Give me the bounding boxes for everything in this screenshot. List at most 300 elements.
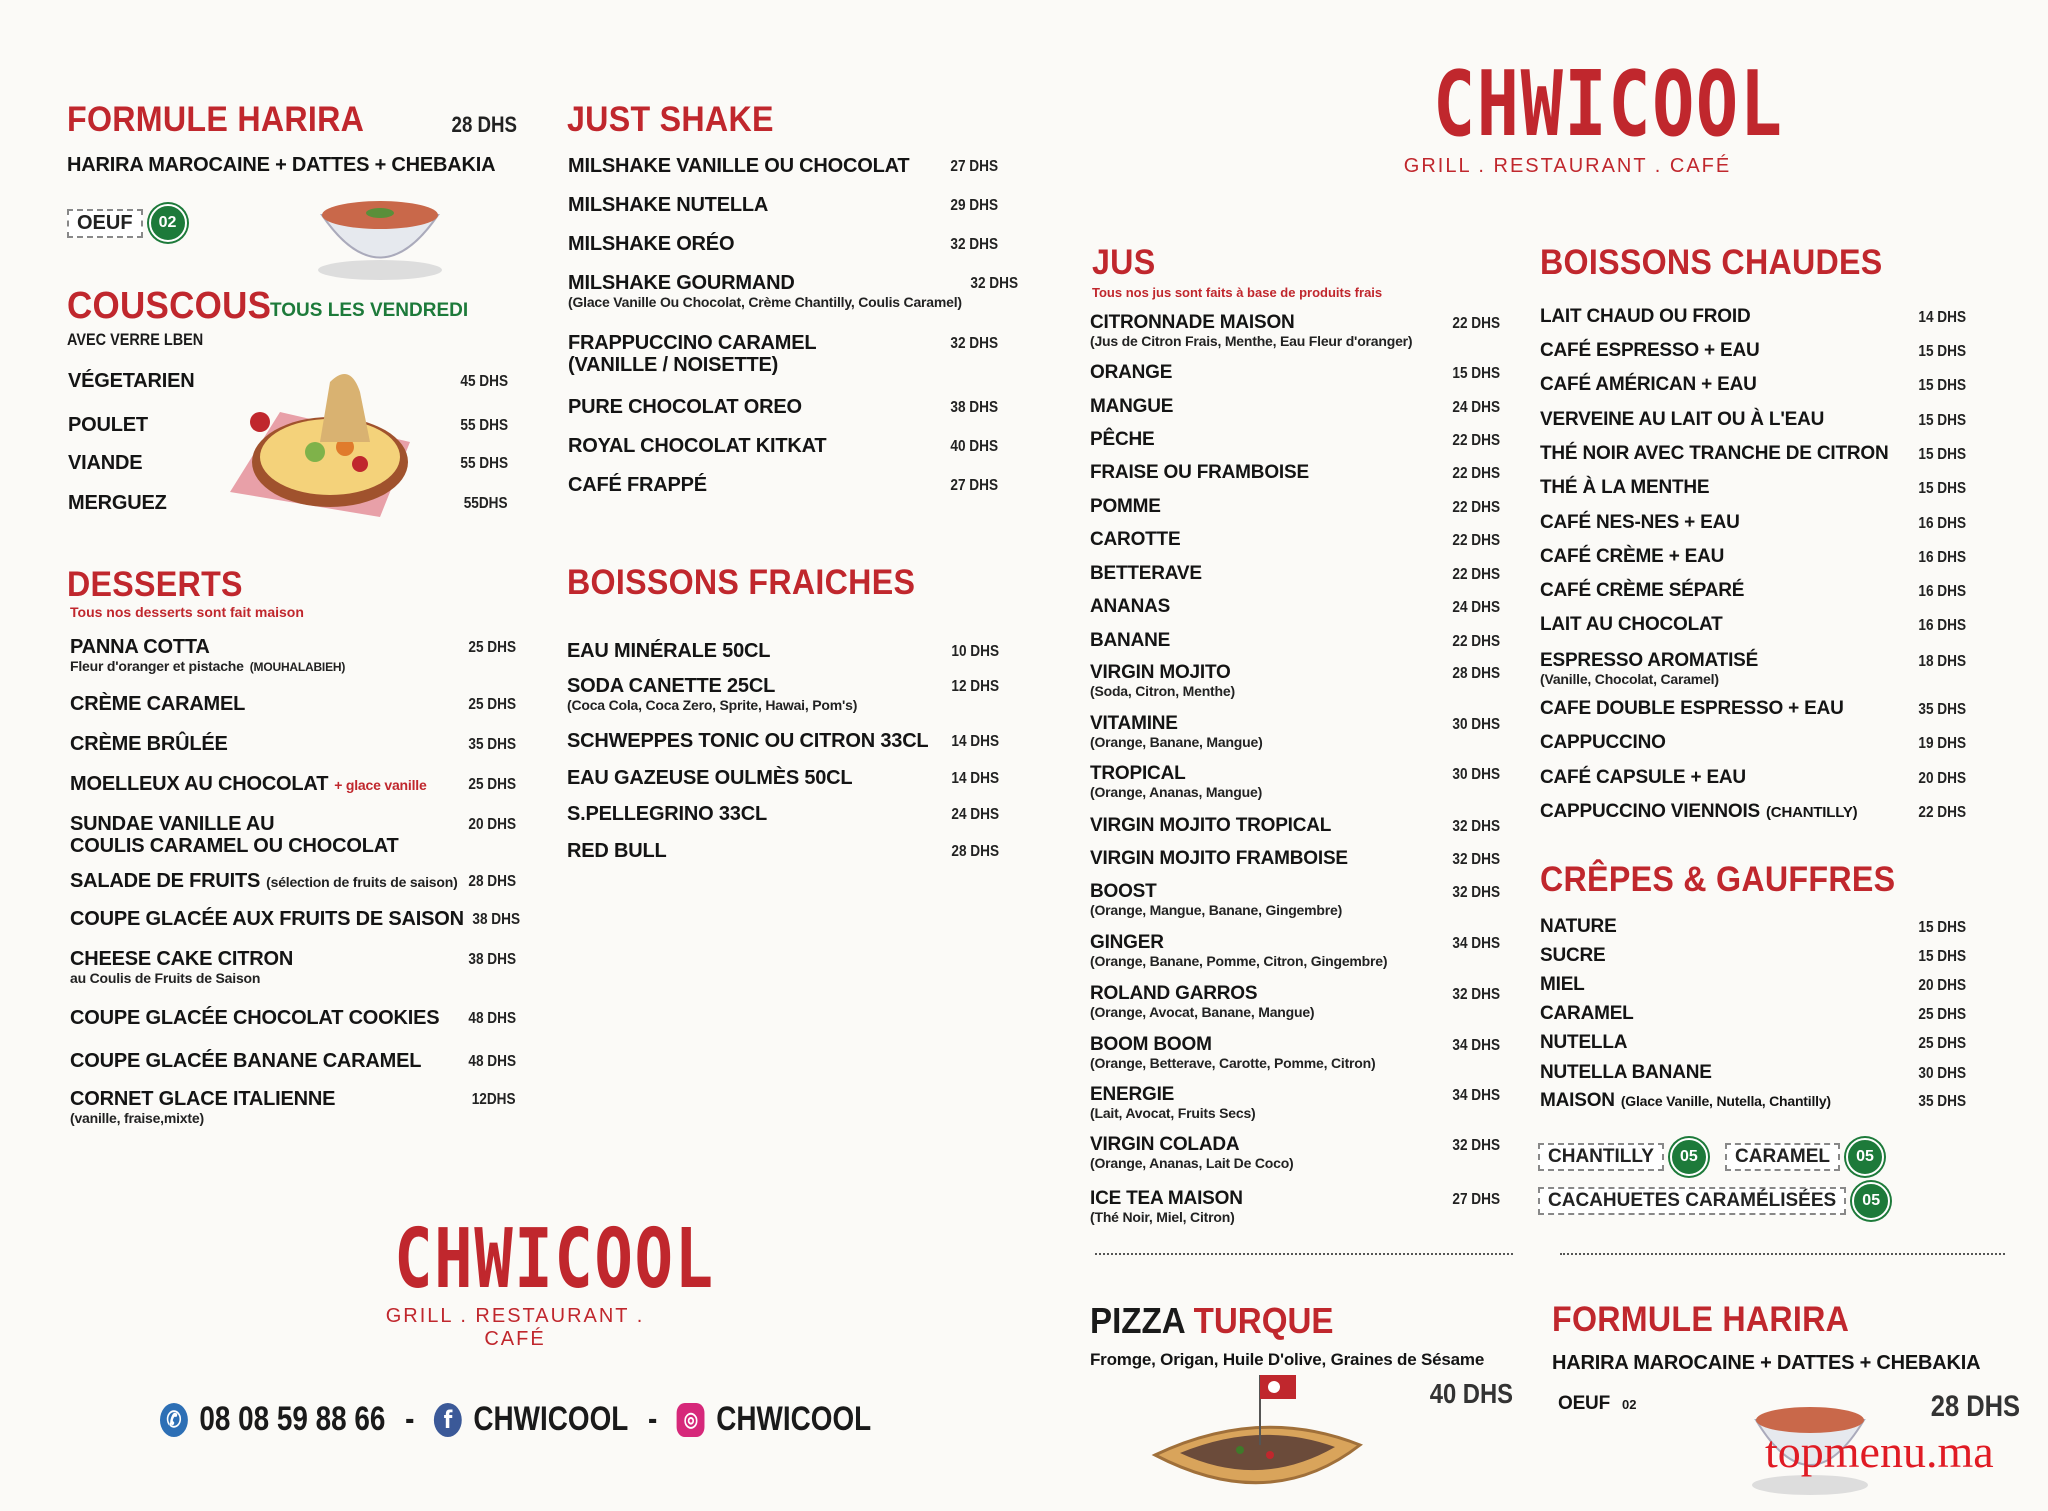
menu-item-text <box>1090 462 1309 484</box>
item-desc-text: (Soda, Citron, Menthe) <box>1090 683 1235 699</box>
harira-bowl-image <box>300 185 460 290</box>
menu-item-text <box>68 370 195 393</box>
item-desc <box>70 659 345 675</box>
item-desc <box>1090 1005 1314 1020</box>
item-name <box>1540 916 1617 938</box>
menu-item-text <box>1540 732 1666 754</box>
menu-item <box>1540 767 1966 789</box>
desserts-note: Tous nos desserts sont fait maison <box>70 604 304 620</box>
menu-item-text <box>1540 443 1888 465</box>
menu-item <box>1540 650 1966 687</box>
menu-item <box>1090 462 1500 484</box>
instagram-handle[interactable]: CHWICOOL <box>716 1400 872 1438</box>
menu-item-text <box>70 813 399 856</box>
supplement-price: 05 <box>1852 1182 1890 1220</box>
menu-item-text <box>1090 881 1342 918</box>
menu-item <box>70 1050 516 1073</box>
menu-item-text <box>70 1050 421 1073</box>
item-name-text: CAPPUCCINO <box>1540 732 1666 753</box>
item-name-text: POULET <box>68 414 148 436</box>
menu-item-text <box>70 1088 335 1126</box>
item-name-text: SUCRE <box>1540 945 1606 966</box>
item-name-text: CAFÉ ESPRESSO + EAU <box>1540 340 1760 361</box>
item-price: 22 DHS <box>1452 465 1500 482</box>
menu-item-text <box>1540 974 1585 996</box>
menu-item <box>1090 1134 1500 1171</box>
menu-item-text <box>68 414 148 437</box>
item-name <box>70 636 345 659</box>
item-name <box>1090 881 1342 903</box>
menu-item-text <box>70 948 293 986</box>
oeuf-supplement <box>67 204 187 242</box>
menu-item-text <box>568 332 816 375</box>
item-price: 24 DHS <box>951 806 999 823</box>
item-name-text: MILSHAKE GOURMAND <box>568 272 795 294</box>
item-name <box>1090 1188 1243 1210</box>
item-price: 32 DHS <box>1452 1137 1500 1154</box>
item-name <box>567 803 767 826</box>
item-price: 15 DHS <box>1918 480 1966 497</box>
item-name <box>1090 1034 1375 1056</box>
menu-item <box>70 813 516 856</box>
menu-item <box>1090 1188 1500 1225</box>
menu-item-text <box>1090 763 1262 800</box>
menu-item-text <box>1540 1062 1712 1084</box>
item-name <box>68 370 195 393</box>
item-desc-text: (Orange, Avocat, Banane, Mangue) <box>1090 1004 1315 1020</box>
brand-tagline: GRILL . RESTAURANT . CAFÉ <box>385 1305 645 1350</box>
item-name <box>70 1050 421 1073</box>
menu-item <box>1540 732 1966 754</box>
item-price: 29 DHS <box>950 197 998 214</box>
supplement-item <box>1725 1138 1884 1176</box>
item-name-text: VITAMINE <box>1090 713 1178 734</box>
item-name-text: CORNET GLACE ITALIENNE <box>70 1088 336 1110</box>
pizza-title-b: TURQUE <box>1193 1300 1334 1341</box>
item-price: 28 DHS <box>468 873 516 890</box>
couscous-image <box>220 352 420 527</box>
supplement-item <box>1538 1138 1708 1176</box>
item-name <box>1540 1090 1831 1112</box>
item-price: 20 DHS <box>1918 977 1966 994</box>
item-price: 22 DHS <box>1452 532 1500 549</box>
item-name <box>1540 374 1757 396</box>
item-name-text: PÊCHE <box>1090 429 1155 450</box>
item-desc-text: (vanille, fraise,mixte) <box>70 1110 204 1126</box>
menu-item <box>1540 1032 1966 1054</box>
item-name <box>1540 1003 1634 1025</box>
item-name <box>70 773 427 796</box>
menu-item <box>1090 815 1500 837</box>
item-name-text: VIRGIN COLADA <box>1090 1134 1240 1155</box>
menu-item <box>1540 945 1966 967</box>
item-name <box>1540 409 1824 431</box>
item-name-text: MILSHAKE NUTELLA <box>568 194 769 216</box>
just-shake-title: JUST SHAKE <box>567 100 774 139</box>
menu-item-text <box>568 233 734 256</box>
menu-item-text <box>567 640 770 663</box>
item-price: 32 DHS <box>970 275 1018 292</box>
menu-item-text <box>1540 409 1824 431</box>
item-desc <box>70 971 293 986</box>
item-desc-text: (Orange, Ananas, Lait De Coco) <box>1090 1155 1294 1171</box>
item-desc <box>1090 1106 1256 1121</box>
item-name-text: VIRGIN MOJITO FRAMBOISE <box>1090 848 1348 869</box>
menu-item <box>70 733 516 756</box>
item-name <box>1090 396 1173 418</box>
item-name-text: VÉGETARIEN <box>68 370 195 392</box>
item-name-line2: (VANILLE / NOISETTE) <box>568 354 779 376</box>
formule-harira-desc: HARIRA MAROCAINE + DATTES + CHEBAKIA <box>67 154 496 176</box>
item-name-text: ROYAL CHOCOLAT KITKAT <box>568 435 827 457</box>
item-extra: (sélection de fruits de saison) <box>266 874 458 890</box>
item-name-text: CAFÉ CRÈME SÉPARÉ <box>1540 580 1745 601</box>
item-name <box>568 332 816 355</box>
menu-item-text <box>568 194 768 217</box>
item-desc <box>1090 1156 1294 1171</box>
menu-item <box>70 1007 516 1030</box>
item-price: 22 DHS <box>1452 633 1500 650</box>
item-price: 22 DHS <box>1918 804 1966 821</box>
item-name <box>567 767 852 790</box>
item-price: 38 DHS <box>950 399 998 416</box>
menu-item-text <box>1540 945 1606 967</box>
item-desc-text: (Orange, Mangue, Banane, Gingembre) <box>1090 902 1343 918</box>
menu-item-text <box>1090 1134 1294 1171</box>
menu-item-text <box>1540 698 1844 720</box>
menu-item-text <box>1090 1084 1256 1121</box>
item-name-text: THÉ NOIR AVEC TRANCHE DE CITRON <box>1540 443 1889 464</box>
item-name <box>1090 496 1161 518</box>
item-price: 27 DHS <box>1452 1191 1500 1208</box>
item-price: 14 DHS <box>951 770 999 787</box>
item-name-text: PANNA COTTA <box>70 636 210 658</box>
menu-item <box>1090 563 1500 585</box>
item-name-text: FRAPPUCCINO CARAMEL <box>568 332 817 354</box>
item-price: 38 DHS <box>468 951 516 968</box>
pizza-desc: Fromge, Origan, Huile D'olive, Graines de Sésame <box>1090 1350 1485 1369</box>
item-name <box>568 233 734 256</box>
item-price: 20 DHS <box>1918 770 1966 787</box>
item-name <box>568 194 768 217</box>
item-price: 16 DHS <box>1918 549 1966 566</box>
item-name <box>1540 974 1585 996</box>
supplement-price: 05 <box>1670 1138 1708 1176</box>
item-name <box>1090 429 1154 451</box>
item-name <box>70 870 458 893</box>
menu-item-text <box>1540 374 1757 396</box>
menu-item-text <box>1540 916 1617 938</box>
item-name <box>1540 801 1857 823</box>
contact-bar <box>160 1400 871 1439</box>
item-name <box>1090 462 1309 484</box>
item-price: 16 DHS <box>1918 617 1966 634</box>
facebook-icon: f <box>434 1403 462 1437</box>
item-name-text: MIEL <box>1540 974 1585 995</box>
item-price: 30 DHS <box>1918 1065 1966 1082</box>
item-name-text: ESPRESSO AROMATISÉ <box>1540 650 1759 671</box>
phone-number[interactable]: 08 08 59 88 66 <box>199 1400 386 1438</box>
item-price: 35 DHS <box>468 736 516 753</box>
item-name <box>70 908 464 931</box>
item-name <box>1090 848 1348 870</box>
menu-item <box>1540 340 1966 362</box>
item-name-text: NUTELLA <box>1540 1032 1628 1053</box>
item-desc-text: (Orange, Banane, Pomme, Citron, Gingembre) <box>1090 953 1388 969</box>
item-price: 24 DHS <box>1452 599 1500 616</box>
item-name <box>70 948 293 971</box>
item-price: 15 DHS <box>1918 948 1966 965</box>
menu-item <box>1540 443 1966 465</box>
item-name <box>1540 945 1606 967</box>
menu-item <box>1540 306 1966 328</box>
oeuf-label: OEUF <box>67 209 143 238</box>
item-name-text: COUPE GLACÉE CHOCOLAT COOKIES <box>70 1007 440 1029</box>
menu-item-text <box>568 155 909 178</box>
menu-item-text <box>1540 580 1744 602</box>
menu-item <box>1540 974 1966 996</box>
item-name-text: CAFE DOUBLE ESPRESSO + EAU <box>1540 698 1844 719</box>
item-name <box>1540 546 1724 568</box>
menu-item <box>567 803 999 826</box>
pizza-image <box>1150 1365 1370 1500</box>
menu-item <box>1090 881 1500 918</box>
item-name <box>567 640 770 663</box>
menu-item <box>1540 801 1966 823</box>
item-name-line2: COULIS CARAMEL OU CHOCOLAT <box>70 835 399 857</box>
menu-item-text <box>568 272 962 310</box>
item-name-text: VERVEINE AU LAIT OU À L'EAU <box>1540 409 1825 430</box>
item-price: 12 DHS <box>951 678 999 695</box>
item-price: 22 DHS <box>1452 566 1500 583</box>
item-name-text: BOOST <box>1090 881 1157 902</box>
item-name-text: VIRGIN MOJITO TROPICAL <box>1090 815 1332 836</box>
item-name <box>568 272 962 295</box>
item-name-text: RED BULL <box>567 840 667 862</box>
item-name-text: VIANDE <box>68 452 143 474</box>
supplement-label: CACAHUETES CARAMÉLISÉES <box>1538 1187 1846 1215</box>
item-name-text: POMME <box>1090 496 1161 517</box>
menu-item <box>1090 429 1500 451</box>
menu-item-text <box>567 767 852 790</box>
jus-title: JUS <box>1092 243 1156 282</box>
item-name <box>1090 362 1172 384</box>
couscous-title: COUSCOUS <box>67 285 272 327</box>
item-name <box>568 474 707 497</box>
menu-item-text <box>68 452 142 475</box>
item-name <box>1540 767 1746 789</box>
item-price: 16 DHS <box>1918 515 1966 532</box>
boissons-chaudes-title: BOISSONS CHAUDES <box>1540 243 1883 282</box>
facebook-handle[interactable]: CHWICOOL <box>473 1400 629 1438</box>
menu-item-text <box>1090 815 1331 837</box>
item-name-text: GINGER <box>1090 932 1164 953</box>
item-name <box>1540 650 1758 672</box>
item-extra: (Glace Vanille, Nutella, Chantilly) <box>1620 1093 1831 1109</box>
brand-tagline: GRILL . RESTAURANT . CAFÉ <box>1403 155 1732 177</box>
supplement-label: CARAMEL <box>1725 1143 1840 1171</box>
item-name <box>567 730 928 753</box>
menu-item <box>70 948 516 986</box>
menu-item <box>1090 763 1500 800</box>
item-name <box>568 396 802 419</box>
instagram-icon: ◎ <box>677 1403 705 1437</box>
menu-item <box>1090 312 1500 349</box>
item-price: 32 DHS <box>950 335 998 352</box>
item-price: 14 DHS <box>951 733 999 750</box>
menu-item <box>70 773 516 796</box>
item-name-text: SODA CANETTE 25CL <box>567 675 776 697</box>
brand-name: CHWICOOL <box>1432 52 1784 157</box>
item-name-text: CAFÉ CRÈME + EAU <box>1540 546 1725 567</box>
item-name-text: EAU MINÉRALE 50CL <box>567 640 771 662</box>
item-name-text: LAIT CHAUD OU FROID <box>1540 306 1751 327</box>
item-name <box>1090 662 1235 684</box>
item-price: 16 DHS <box>1918 583 1966 600</box>
item-price: 38 DHS <box>472 911 520 928</box>
item-name-text: MILSHAKE VANILLE OU CHOCOLAT <box>568 155 910 177</box>
menu-item-text <box>1090 429 1154 451</box>
menu-item <box>1090 713 1500 750</box>
item-desc-text: (Orange, Ananas, Mangue) <box>1090 784 1263 800</box>
item-name-text: ANANAS <box>1090 596 1171 617</box>
item-name <box>1540 477 1709 499</box>
item-price: 25 DHS <box>468 696 516 713</box>
item-name-text: ICE TEA MAISON <box>1090 1188 1243 1209</box>
item-name <box>70 733 228 756</box>
menu-item-text <box>1540 340 1760 362</box>
item-name-text: COUPE GLACÉE AUX FRUITS DE SAISON <box>70 908 464 930</box>
item-price: 48 DHS <box>468 1010 516 1027</box>
item-desc-extra: (MOUHALABIEH) <box>249 660 346 674</box>
menu-item-text <box>568 474 707 497</box>
item-price: 15 DHS <box>1918 377 1966 394</box>
item-price: 35 DHS <box>1918 701 1966 718</box>
item-name <box>1540 614 1723 636</box>
item-name <box>1090 529 1180 551</box>
item-name-text: ORANGE <box>1090 362 1173 383</box>
item-price: 30 DHS <box>1452 766 1500 783</box>
item-name-text: SCHWEPPES TONIC OU CITRON 33CL <box>567 730 929 752</box>
item-desc <box>1090 334 1412 349</box>
menu-item-text <box>1090 932 1387 969</box>
item-price: 27 DHS <box>950 477 998 494</box>
item-name-text: PURE CHOCOLAT OREO <box>568 396 802 418</box>
item-name <box>1540 443 1888 465</box>
item-name <box>1090 1134 1294 1156</box>
item-desc-text: (Glace Vanille Ou Chocolat, Crème Chantilly, Coulis Caramel) <box>568 294 962 310</box>
item-desc-text: (Orange, Betterave, Carotte, Pomme, Citron) <box>1090 1055 1376 1071</box>
item-desc-text: Fleur d'oranger et pistache <box>70 658 244 674</box>
menu-item <box>1540 916 1966 938</box>
item-price: 32 DHS <box>950 236 998 253</box>
menu-item-text <box>70 733 228 756</box>
menu-item-text <box>70 870 458 893</box>
item-name-text: BOOM BOOM <box>1090 1034 1212 1055</box>
item-desc-text: (Coca Cola, Coca Zero, Sprite, Hawai, Pom's) <box>567 697 858 713</box>
menu-item <box>567 675 999 713</box>
menu-item-text <box>1090 596 1170 618</box>
menu-item-text <box>1540 512 1740 534</box>
item-desc <box>1090 684 1235 699</box>
item-price: 32 DHS <box>1452 818 1500 835</box>
oeuf-supplement-2 <box>1558 1393 1636 1415</box>
item-price: 25 DHS <box>468 776 516 793</box>
oeuf-price: 02 <box>1621 1397 1637 1412</box>
brand-logo-bottom <box>360 1212 715 1351</box>
menu-item <box>1090 848 1500 870</box>
item-price: 27 DHS <box>950 158 998 175</box>
menu-item-text <box>1540 614 1723 636</box>
item-name <box>1090 596 1170 618</box>
item-name-text: MAISON <box>1540 1090 1615 1111</box>
item-price: 22 DHS <box>1452 315 1500 332</box>
brand-name: CHWICOOL <box>394 1212 715 1307</box>
item-price: 55DHS <box>464 495 508 512</box>
item-name-text: BANANE <box>1090 630 1171 651</box>
item-name-text: CRÈME CARAMEL <box>70 693 246 715</box>
boissons-fraiches-title: BOISSONS FRAICHES <box>567 563 916 602</box>
item-name-text: CAFÉ CAPSULE + EAU <box>1540 767 1746 788</box>
menu-item-text <box>70 773 427 796</box>
item-name <box>70 1088 335 1111</box>
item-desc-text: (Vanille, Chocolat, Caramel) <box>1540 671 1719 687</box>
menu-item <box>1090 396 1500 418</box>
formule-harira-2-price: 28 DHS <box>1930 1390 2021 1423</box>
menu-item-text <box>567 675 857 713</box>
item-name <box>1540 580 1744 602</box>
item-name-text: MILSHAKE ORÉO <box>568 233 735 255</box>
item-price: 20 DHS <box>468 816 516 833</box>
menu-item-text <box>1540 801 1857 823</box>
menu-item-text <box>1540 1003 1634 1025</box>
menu-item-text <box>1540 1090 1831 1112</box>
item-name-text: ENERGIE <box>1090 1084 1175 1105</box>
couscous-sub: AVEC VERRE LBEN <box>67 330 204 349</box>
menu-item <box>70 870 516 893</box>
item-price: 32 DHS <box>1452 884 1500 901</box>
item-desc-text: (Thé Noir, Miel, Citron) <box>1090 1209 1235 1225</box>
item-name <box>1540 698 1844 720</box>
item-name-text: S.PELLEGRINO 33CL <box>567 803 767 825</box>
menu-item <box>70 908 520 931</box>
item-price: 28 DHS <box>951 843 999 860</box>
item-name <box>567 675 857 698</box>
item-name <box>1090 1084 1256 1106</box>
menu-item <box>1540 1062 1966 1084</box>
menu-item <box>1090 529 1500 551</box>
menu-item <box>1090 630 1500 652</box>
menu-item <box>1540 614 1966 636</box>
menu-item-text <box>1540 546 1724 568</box>
item-price: 14 DHS <box>1918 309 1966 326</box>
menu-item-text <box>1090 396 1173 418</box>
menu-item <box>1090 362 1500 384</box>
menu-item-text <box>1090 1188 1243 1225</box>
supplement-price: 05 <box>1846 1138 1884 1176</box>
item-name-text: BETTERAVE <box>1090 563 1202 584</box>
item-price: 32 DHS <box>1452 986 1500 1003</box>
item-name-text: CITRONNADE MAISON <box>1090 312 1295 333</box>
item-name <box>1090 630 1170 652</box>
menu-item-text <box>1090 983 1314 1020</box>
menu-item <box>1090 596 1500 618</box>
item-price: 25 DHS <box>1918 1006 1966 1023</box>
item-name <box>1540 340 1760 362</box>
item-desc-text: (Lait, Avocat, Fruits Secs) <box>1090 1105 1256 1121</box>
item-price: 48 DHS <box>468 1053 516 1070</box>
item-desc <box>1540 672 1758 687</box>
